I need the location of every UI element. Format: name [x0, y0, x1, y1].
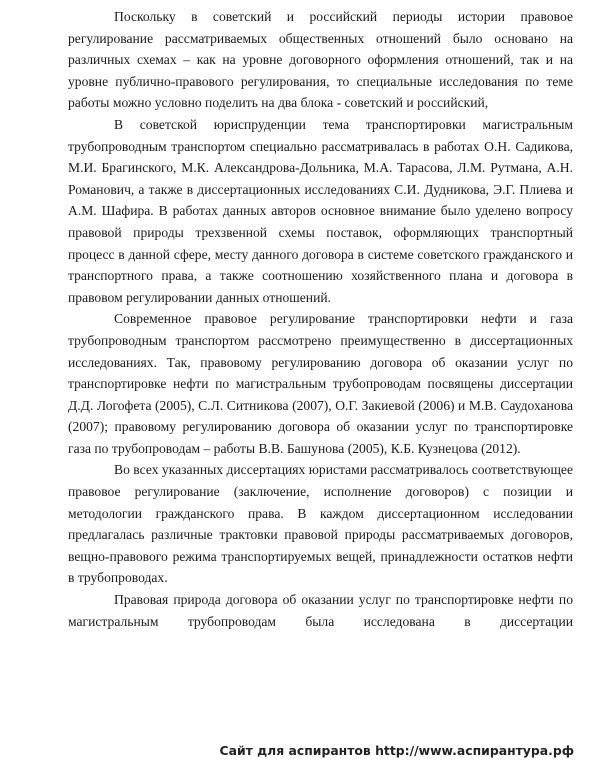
paragraph-modern-regulation: Современное правовое регулирование транспортировки нефти и газа трубопроводным транспортом рассмотрено преимущественно в диссертационных исследованиях. Так, правовому регулированию договора об оказании услуг по транспортировке нефти по магистральным трубопроводам посвящены диссертации Д.Д. Логофета (2005), С.Л. Ситникова (2007), О.Г. Закиевой (2006) и М.В. Саудоханова (2007); правовому регулированию договора об оказании услуг по транспортировке газа по трубопроводам – работы В.В. Башунова (2005), К.Б. Кузнецова (2012).	[68, 311, 573, 456]
paragraph-soviet-jurisprudence: В советской юриспруденции тема транспортировки магистральным трубопроводным транспортом специально рассматривалась в работах О.Н. Садикова, М.И. Брагинского, М.К. Александрова-Дольника, М.А. Тарасова, Л.М. Рутмана, А.Н. Романович, а также в диссертационных исследованиях С.И. Дудникова, Э.Г. Плиева и А.М. Шафира. В работах данных авторов основное внимание было уделено вопросу правовой природы трехзвенной схемы поставок, оформляющих транспортный процесс в данной сфере, месту данного договора в системе советского гражданского и транспортного права, а также соотношению хозяйственного плана и договора в правовом регулировании данных отношений.	[68, 116, 573, 305]
paragraph-dissertations: Во всех указанных диссертациях юристами рассматривалось соответствующее правовое регулирование (заключение, исполнение договоров) с позиции и методологии гражданского права. В каждом диссертационном исследовании предлагалась различные трактовки правовой природы рассматриваемых договоров, вещно-правового режима транспортируемых вещей, принадлежности остатков нефти в трубопроводах.	[68, 462, 573, 586]
document-page	[68, 6, 573, 632]
site-footer-watermark: Сайт для аспирантов http://www.аспирантура.рф	[219, 743, 574, 758]
paragraph-periods: Поскольку в советский и российский периоды истории правовое регулирование рассматриваемых общественных отношений было основано на различных схемах – как на уровне договорного оформления отношений, так и на уровне публично-правового регулирования, то специальные исследования по теме работы можно условно поделить на два блока - советский и российский,	[68, 9, 573, 111]
paragraph-legal-nature: Правовая природа договора об оказании услуг по транспортировке нефти по магистральным трубопроводам была исследована в диссертации	[68, 592, 573, 629]
